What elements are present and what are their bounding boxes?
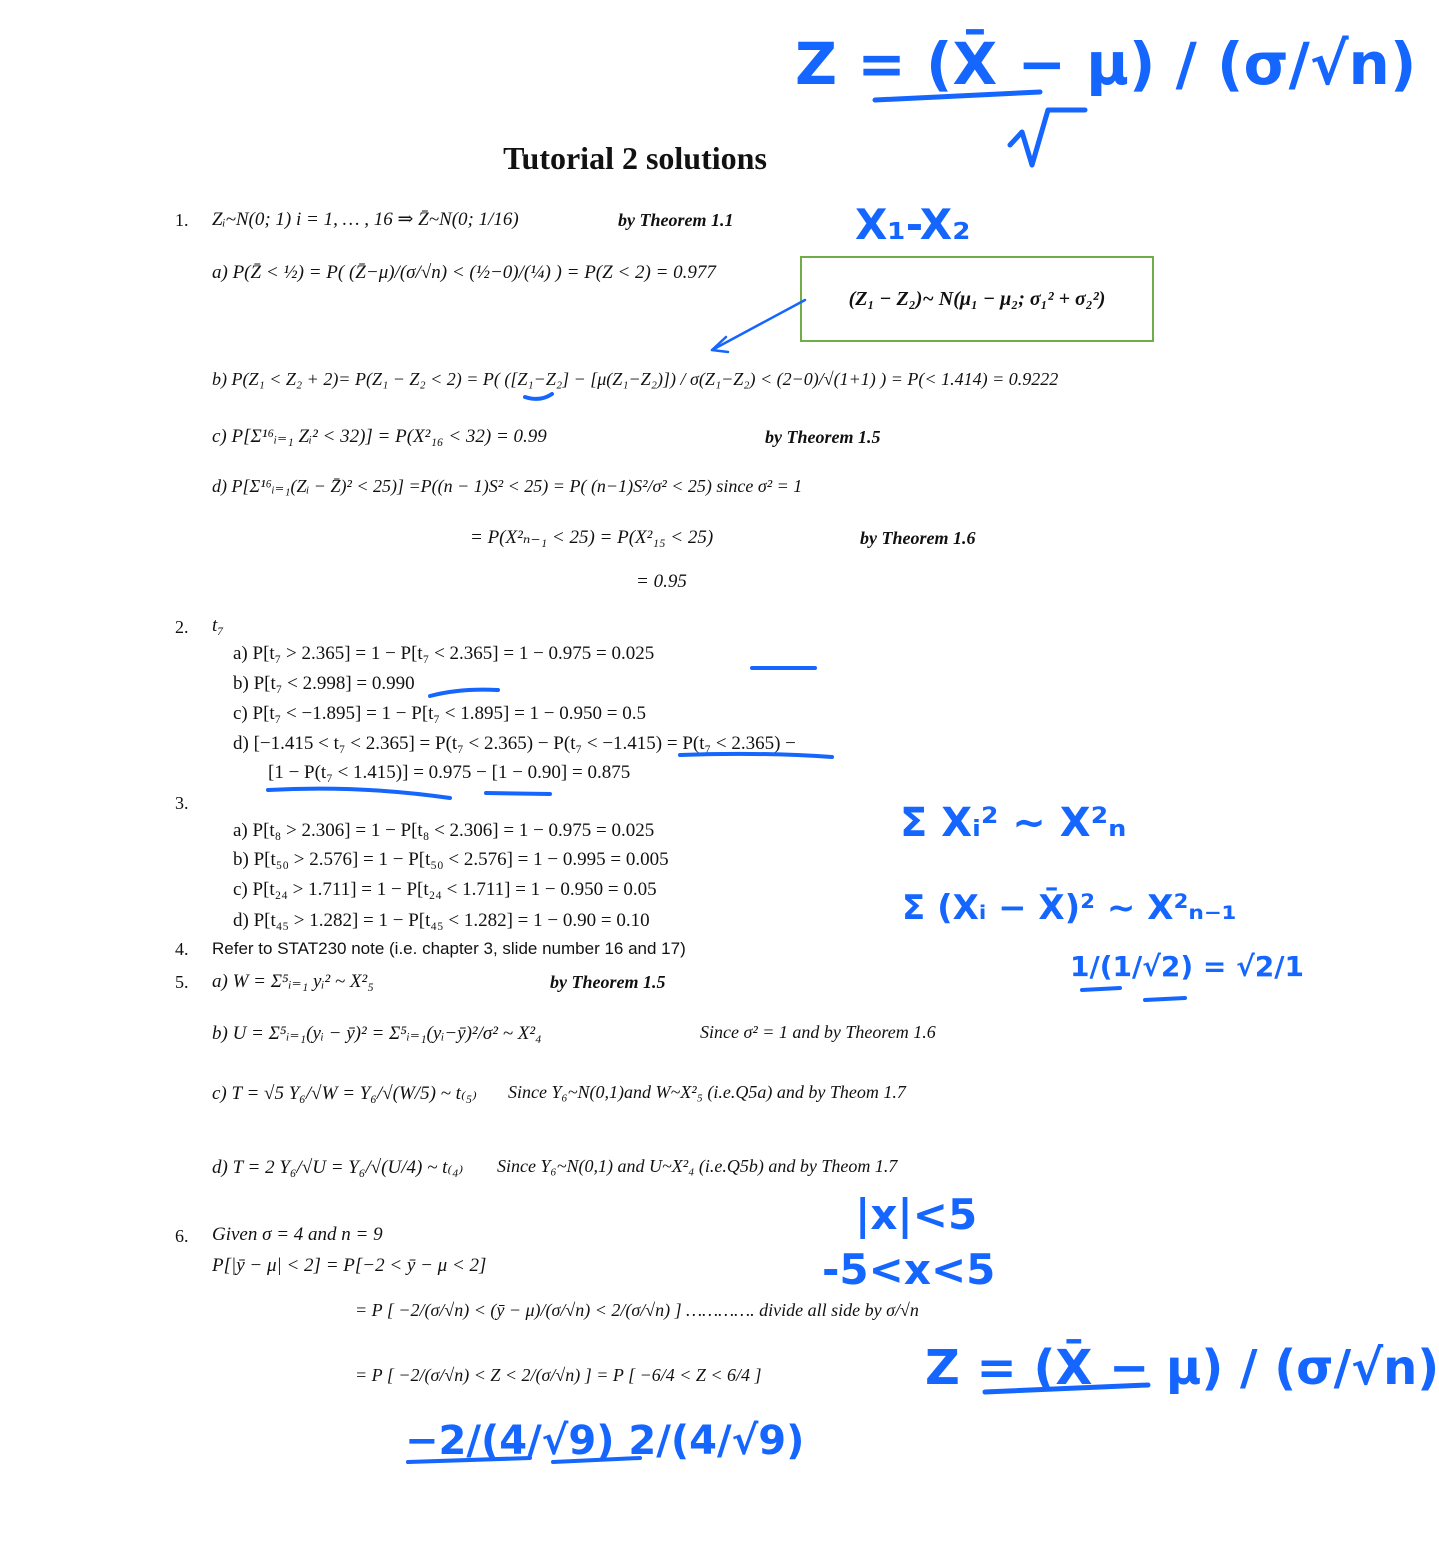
- q2d-line2: [1 − P(t₇ < 1.415)] = 0.975 − [1 − 0.90] = 0.875: [268, 762, 631, 783]
- hw-ratio: 1/(1/√2) = √2/1: [1070, 950, 1304, 983]
- q1a: a) P(Z̄ < ½) = P( (Z̄−μ)/(σ/√n) < (½−0)/(¼) ) = P(Z < 2) = 0.977: [212, 262, 716, 283]
- q4-number: 4.: [175, 939, 189, 959]
- q1-number: 1.: [175, 210, 189, 230]
- q1b: b) P(Z₁ < Z₂ + 2)= P(Z₁ − Z₂ < 2) = P( ([Z₁−Z₂] − [μ(Z₁−Z₂)]) / σ(Z₁−Z₂) < (2−0)/√(1+1) ) = P(< 1.414) = 0.9222: [212, 369, 1059, 389]
- q1d-theorem: by Theorem 1.6: [860, 528, 976, 548]
- q2-number: 2.: [175, 617, 189, 637]
- q5c: c) T = √5 Y₆/√W = Y₆/√(W/5) ~ t₍₅₎: [212, 1083, 477, 1104]
- q5a: a) W = Σ⁵ᵢ₌₁ yᵢ² ~ X²₅: [212, 971, 374, 992]
- q6-number: 6.: [175, 1226, 189, 1246]
- q1c-theorem: by Theorem 1.5: [765, 427, 881, 447]
- q5b-note: Since σ² = 1 and by Theorem 1.6: [700, 1022, 936, 1042]
- ink-underline-q2d-2: [268, 789, 450, 798]
- q2c: c) P[t₇ < −1.895] = 1 − P[t₇ < 1.895] = 1 − 0.950 = 0.5: [233, 703, 646, 724]
- q1d: d) P[Σ¹⁶ᵢ₌₁(Zᵢ − Z̄)² < 25)] =P((n − 1)S² < 25) = P( (n−1)S²/σ² < 25) since σ² = 1: [212, 476, 803, 496]
- ink-underline-q2d-3: [486, 793, 550, 794]
- q2d: d) [−1.415 < t₇ < 2.365] = P(t₇ < 2.365) − P(t₇ < −1.415) = P(t₇ < 2.365) −: [233, 733, 796, 754]
- q1-theorem: by Theorem 1.1: [618, 210, 734, 230]
- ink-underline-q1b: [525, 394, 552, 399]
- q1d-line3: = 0.95: [636, 571, 687, 592]
- page-title: Tutorial 2 solutions: [503, 140, 767, 176]
- q1d-line2: = P(X²ₙ₋₁ < 25) = P(X²₁₅ < 25): [470, 527, 714, 548]
- q5b: b) U = Σ⁵ᵢ₌₁(yᵢ − ȳ)² = Σ⁵ᵢ₌₁(yᵢ−ȳ)²/σ² ~ X²₄: [212, 1023, 542, 1044]
- normal-difference-box: (Z₁ − Z₂)~ N(μ₁ − μ₂; σ₁² + σ₂²): [800, 256, 1154, 342]
- q2a: a) P[t₇ > 2.365] = 1 − P[t₇ < 2.365] = 1 − 0.975 = 0.025: [233, 643, 655, 664]
- q3-number: 3.: [175, 793, 189, 813]
- hw-sum-squares: Σ Xᵢ² ~ X²ₙ: [900, 800, 1127, 846]
- hw-z-formula-bottom: Z = (X̄ − μ) / (σ/√n): [925, 1340, 1439, 1396]
- q2-statement: t₇: [212, 615, 224, 636]
- ink-arrow: [712, 300, 805, 350]
- q4-text: Refer to STAT230 note (i.e. chapter 3, slide number 16 and 17): [212, 939, 686, 958]
- hw-range-inequality: -5<x<5: [822, 1245, 996, 1294]
- hw-sum-deviations: Σ (Xᵢ − X̄)² ~ X²ₙ₋₁: [902, 888, 1237, 928]
- ink-ratio-bar-2: [1145, 998, 1185, 1000]
- q1-statement: Zᵢ~N(0; 1) i = 1, … , 16 ⇒ Z̄~N(0; 1/16): [212, 209, 519, 230]
- q6-line1: P[|ȳ − μ| < 2] = P[−2 < ȳ − μ < 2]: [212, 1255, 487, 1276]
- q3b: b) P[t₅₀ > 2.576] = 1 − P[t₅₀ < 2.576] = 1 − 0.995 = 0.005: [233, 849, 669, 870]
- q5d: d) T = 2 Y₆/√U = Y₆/√(U/4) ~ t₍₄₎: [212, 1157, 464, 1178]
- q3a: a) P[t₈ > 2.306] = 1 − P[t₈ < 2.306] = 1 − 0.975 = 0.025: [233, 820, 655, 841]
- ink-ratio-bar-1: [1082, 988, 1120, 990]
- q6-line3: = P [ −2/(σ/√n) < Z < 2/(σ/√n) ] = P [ −6/4 < Z < 6/4 ]: [355, 1365, 762, 1385]
- hw-x1-x2: X₁-X₂: [855, 200, 971, 249]
- q5c-note: Since Y₆~N(0,1)and W~X²₅ (i.e.Q5a) and by Theom 1.7: [508, 1082, 906, 1102]
- ink-underline-q2b: [430, 690, 498, 696]
- q3d: d) P[t₄₅ > 1.282] = 1 − P[t₄₅ < 1.282] = 1 − 0.90 = 0.10: [233, 910, 650, 931]
- q6-given: Given σ = 4 and n = 9: [212, 1224, 383, 1245]
- q2b: b) P[t₇ < 2.998] = 0.990: [233, 673, 415, 694]
- q1c: c) P[Σ¹⁶ᵢ₌₁ Zᵢ² < 32)] = P(X²₁₆ < 32) = 0.99: [212, 426, 547, 447]
- q5-number: 5.: [175, 972, 189, 992]
- q5a-theorem: by Theorem 1.5: [550, 972, 666, 992]
- hw-z-formula-top: Z = (X̄ − μ) / (σ/√n): [795, 30, 1417, 98]
- ink-arrowhead: [712, 337, 728, 352]
- q6-line2: = P [ −2/(σ/√n) < (ȳ − μ)/(σ/√n) < 2/(σ/√n) ] …………. divide all side by σ/√n: [355, 1300, 919, 1320]
- q3c: c) P[t₂₄ > 1.711] = 1 − P[t₂₄ < 1.711] = 1 − 0.950 = 0.05: [233, 879, 657, 900]
- hw-abs-inequality: |x|<5: [855, 1190, 978, 1239]
- hw-fractions: −2/(4/√9) 2/(4/√9): [405, 1418, 805, 1464]
- q5d-note: Since Y₆~N(0,1) and U~X²₄ (i.e.Q5b) and by Theom 1.7: [497, 1156, 898, 1176]
